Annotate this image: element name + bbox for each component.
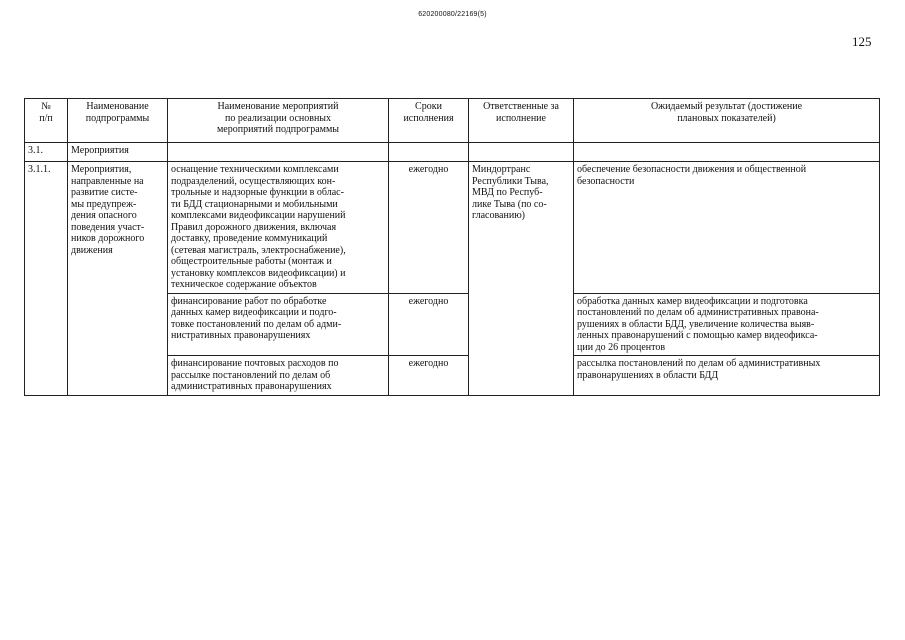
empty-cell [168, 143, 389, 162]
activity-cell: финансирование почтовых расходов по рассылке постановлений по делам об административных правонарушениях [168, 356, 389, 396]
term-cell: ежегодно [389, 293, 469, 356]
result-cell: обеспечение безопасности движения и общественной безопасности [574, 162, 880, 294]
table-row [25, 162, 880, 294]
column-header-terms: Сроки исполнения [389, 99, 469, 143]
term-cell: ежегодно [389, 162, 469, 294]
section-name: Мероприятия [68, 143, 168, 162]
section-row [25, 143, 880, 162]
column-header-activities: Наименование мероприятий по реализации основных мероприятий подпрограммы [168, 99, 389, 143]
table-header-row [25, 99, 880, 143]
column-header-expected-result: Ожидаемый результат (достижение плановых показателей) [574, 99, 880, 143]
activity-cell: оснащение техническими комплексами подразделений, осуществляющих кон- трольные и надзорные функции в облас- ти БДД стационарными и мобильными комплексами видеофиксации нарушений Правил дорожного движения, включая доставку, проведение коммуникаций (сетевая магистраль, электроснабжение), общестроительные работы (монтаж и установку комплексов видеофиксации) и техническое содержание объектов [168, 162, 389, 294]
row-number: 3.1.1. [25, 162, 68, 396]
activity-cell: финансирование работ по обработке данных камер видеофиксации и подго- товке постановлений по делам об адми- нистративных правонарушениях [168, 293, 389, 356]
empty-cell [389, 143, 469, 162]
document-id: 620200080/22169(5) [418, 11, 487, 18]
empty-cell [469, 143, 574, 162]
column-header-subprogram: Наименование подпрограммы [68, 99, 168, 143]
column-header-responsible: Ответственные за исполнение [469, 99, 574, 143]
responsible-cell: Миндортранс Республики Тыва, МВД по Респуб- лике Тыва (по со- гласованию) [469, 162, 574, 396]
term-cell: ежегодно [389, 356, 469, 396]
page-number: 125 [852, 34, 872, 49]
section-number: 3.1. [25, 143, 68, 162]
column-header-number: № п/п [25, 99, 68, 143]
result-cell: обработка данных камер видеофиксации и подготовка постановлений по делам об административных правона- рушениях в области БДД, увеличение количества выяв- ленных правонарушений с помощью камер видеофикса- ции до 26 процентов [574, 293, 880, 356]
empty-cell [574, 143, 880, 162]
result-cell: рассылка постановлений по делам об административных правонарушениях в области БДД [574, 356, 880, 396]
subprogram-name: Мероприятия, направленные на развитие систе- мы предупреж- дения опасного поведения участ- ников дорожного движения [68, 162, 168, 396]
program-measures-table [24, 98, 880, 396]
